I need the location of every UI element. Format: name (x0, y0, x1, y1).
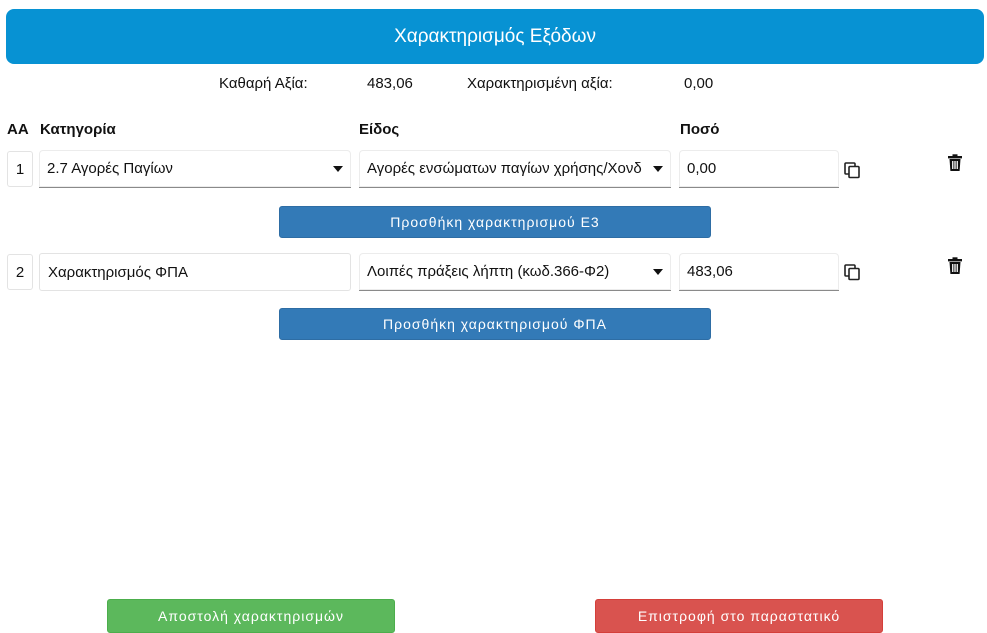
column-header-aa: ΑΑ (7, 121, 29, 138)
row-number-text: 2 (15, 263, 25, 281)
type-select-value: Αγορές ενσώματων παγίων χρήσης/Χονδ (367, 160, 642, 177)
back-button-label: Επιστροφή στο παραστατικό (637, 608, 841, 624)
net-value-label: Καθαρή Αξία: (219, 75, 308, 92)
row-number (7, 151, 33, 187)
copy-icon[interactable] (842, 262, 862, 282)
add-e3-button-label: Προσθήκη χαρακτηρισμού Ε3 (390, 214, 600, 230)
column-header-amount: Ποσό (680, 121, 720, 138)
characterized-value: 0,00 (684, 75, 714, 92)
page-title: Χαρακτηρισμός Εξόδων (394, 25, 596, 47)
amount-input-value: 0,00 (687, 160, 717, 177)
add-vat-button-label: Προσθήκη χαρακτηρισμού ΦΠΑ (383, 316, 607, 332)
amount-input-value: 483,06 (687, 263, 733, 280)
column-header-type: Είδος (359, 121, 400, 138)
amount-input[interactable] (679, 150, 839, 188)
row-number (7, 254, 33, 290)
row-number-text: 1 (15, 160, 25, 178)
trash-icon[interactable] (945, 153, 965, 173)
category-select-value: 2.7 Αγορές Παγίων (47, 160, 173, 177)
amount-input[interactable] (679, 253, 839, 291)
caret-down-icon (653, 166, 663, 172)
copy-icon[interactable] (842, 160, 862, 180)
type-select-value: Λοιπές πράξεις λήπτη (κωδ.366-Φ2) (367, 263, 610, 280)
net-value: 483,06 (367, 75, 413, 92)
trash-icon[interactable] (945, 256, 965, 276)
send-characterizations-button[interactable] (107, 599, 395, 633)
type-select[interactable] (359, 253, 671, 291)
category-field (39, 253, 351, 291)
page-header (6, 9, 984, 64)
add-e3-characterization-button[interactable] (279, 206, 711, 238)
caret-down-icon (653, 269, 663, 275)
send-button-label: Αποστολή χαρακτηρισμών (158, 608, 344, 624)
column-header-category: Κατηγορία (40, 121, 116, 138)
caret-down-icon (333, 166, 343, 172)
category-field-value: Χαρακτηρισμός ΦΠΑ (48, 263, 188, 281)
type-select[interactable] (359, 150, 671, 188)
back-to-document-button[interactable] (595, 599, 883, 633)
category-select[interactable] (39, 150, 351, 188)
characterized-value-label: Χαρακτηρισμένη αξία: (467, 75, 613, 92)
add-vat-characterization-button[interactable] (279, 308, 711, 340)
